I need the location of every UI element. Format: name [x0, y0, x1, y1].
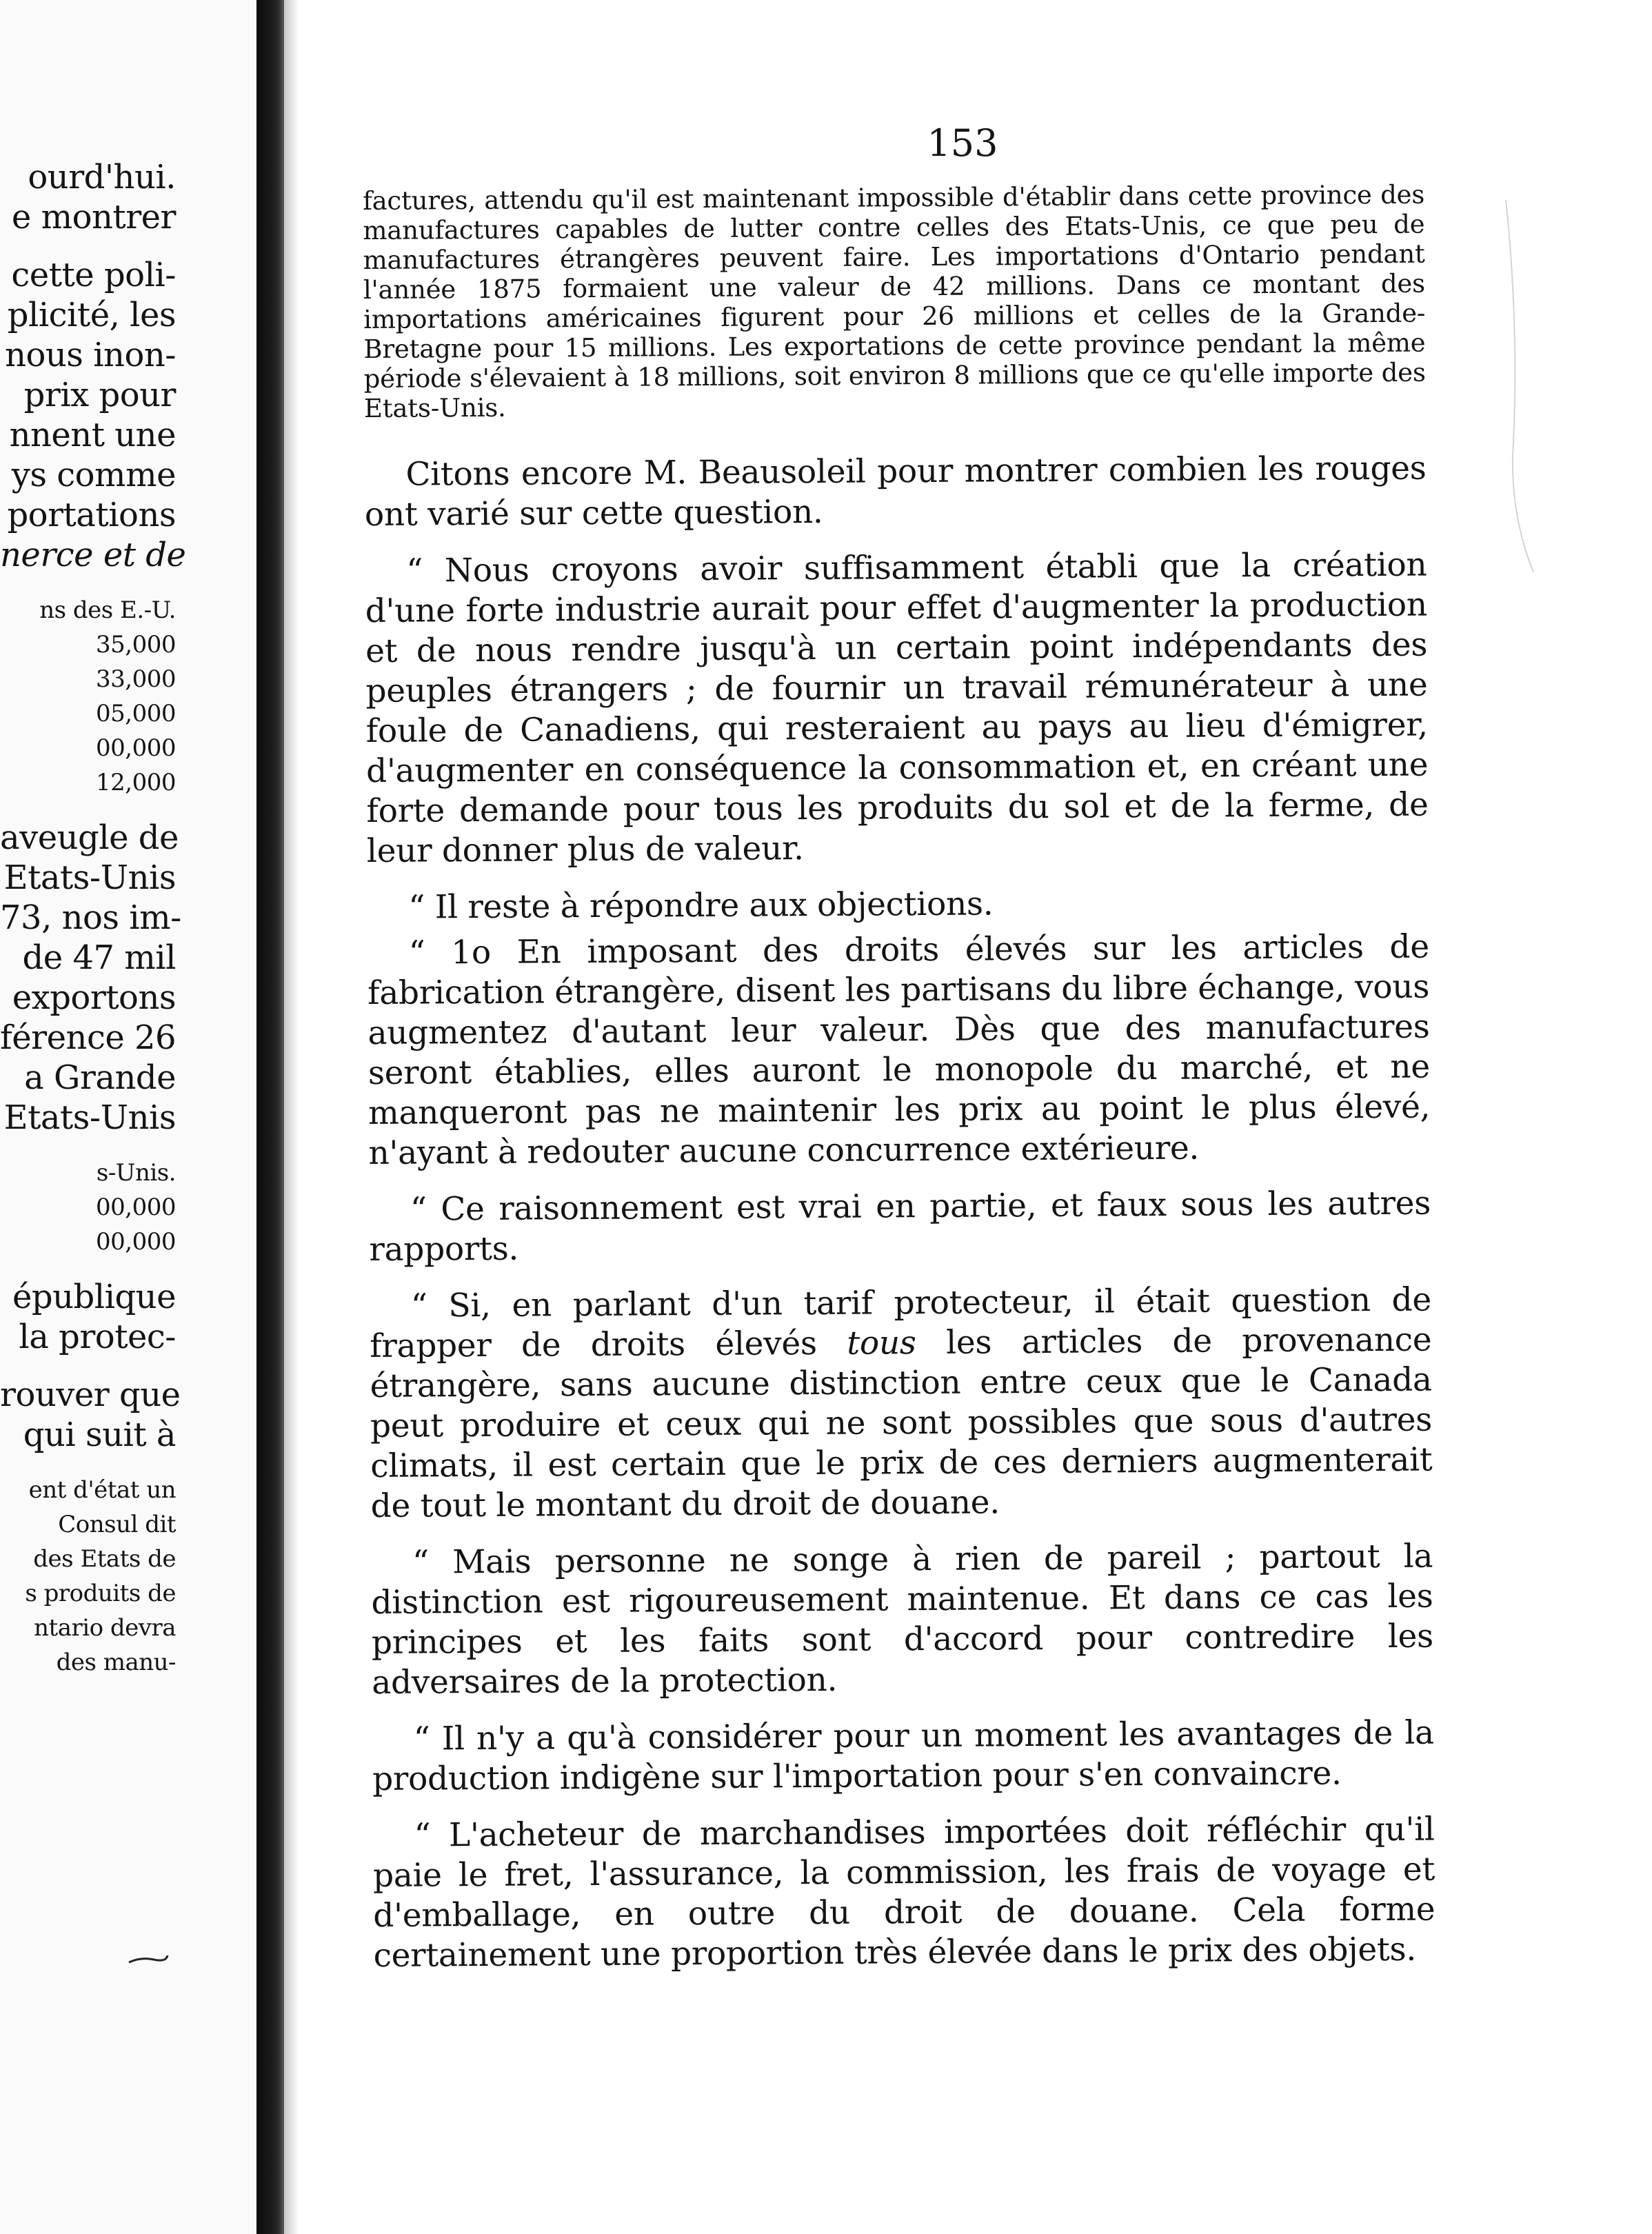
paragraph: Citons encore M. Beausoleil pour montrer combien les rouges ont varié sur cette question.	[364, 449, 1427, 534]
left-line: qui suit à	[23, 1416, 176, 1454]
left-line: des manu-	[56, 1649, 176, 1676]
left-line: 00,000	[96, 1228, 176, 1256]
paragraph: “ Ce raisonnement est vrai en partie, et faux sous les autres rapports.	[369, 1184, 1431, 1269]
left-line: ntario devra	[34, 1614, 176, 1642]
left-line: 33,000	[96, 665, 176, 693]
left-page-text-column	[0, 157, 186, 1680]
left-line: ent d'état un	[28, 1476, 176, 1504]
left-line: exportons	[12, 978, 176, 1017]
left-line: 00,000	[96, 734, 176, 762]
left-line: prix pour	[23, 376, 176, 414]
left-line: cette poli-	[11, 256, 176, 294]
page-body	[363, 180, 1436, 1993]
margin-mark-icon	[1492, 193, 1547, 579]
left-line: de 47 mil	[22, 938, 176, 977]
paragraph-text: “ Si, en parlant d'un tarif protecteur, il était question de frapper de droits élevés	[370, 1280, 1432, 1365]
paragraph: “ L'acheteur de marchandises importées doit réfléchir qu'il paie le fret, l'assurance, la commission, les frais de voyage et d'emballage, en outre du droit de douane. Cela forme certainement une proportion très élevée dans le prix des objets.	[372, 1810, 1436, 1975]
left-line: des Etats de	[33, 1545, 176, 1573]
left-line: ys comme	[11, 456, 176, 494]
paragraph	[370, 1280, 1433, 1527]
ink-flourish-icon	[128, 1953, 169, 1966]
left-line: portations	[7, 496, 176, 534]
left-line: nerce et de	[0, 536, 186, 574]
left-line: 35,000	[96, 631, 176, 658]
left-line: 00,000	[96, 1194, 176, 1221]
left-line: s-Unis.	[96, 1159, 176, 1187]
left-line: Consul dit	[58, 1511, 176, 1538]
gutter-shadow	[284, 0, 299, 2234]
paragraph: “ 1o En imposant des droits élevés sur les articles de fabrication étrangère, disent les partisans du libre échange, vous augmentez d'autant leur valeur. Dès que des manufactures seront établies, elles auront le monopole du marché, et ne manqueront pas ne maintenir les prix au point le plus élevé, n'ayant à redouter aucune concurrence extérieure.	[367, 927, 1431, 1172]
left-line: 05,000	[96, 700, 176, 727]
left-line: a Grande	[24, 1058, 176, 1097]
paragraph-text: les articles de provenance étrangère, sans aucune distinction entre ceux que le Canada peut produire et ceux qui ne sont possibles que sous d'autres climats, il est certain que le prix de ces derniers augmenterait de tout le montant du droit de douane.	[370, 1320, 1433, 1525]
left-line: férence 26	[0, 1018, 177, 1057]
left-line: 73, nos im-	[0, 898, 181, 937]
left-line: e montrer	[11, 198, 176, 237]
left-line: Etats-Unis	[3, 1098, 176, 1137]
paragraph: “ Il reste à répondre aux objections.	[408, 885, 994, 927]
book-gutter	[256, 0, 284, 2234]
right-page	[299, 0, 1652, 2234]
left-line: 12,000	[96, 769, 176, 796]
left-line: rouver que	[0, 1376, 181, 1414]
left-line: nnent une	[9, 416, 176, 454]
left-line: épublique	[12, 1278, 176, 1316]
left-line: ourd'hui.	[28, 158, 176, 197]
paragraph: “ Il n'y a qu'à considérer pour un moment les avantages de la production indigène sur l'importation pour s'en convaincre.	[372, 1713, 1434, 1798]
footnote-continuation: factures, attendu qu'il est maintenant impossible d'établir dans cette province des manufactures capables de lutter contre celles des Etats-Unis, ce que peu de manufactures étrangères peuvent faire. Les importations d'Ontario pendant l'année 1875 formaient une valeur de 42 millions. Dans ce montant des importations américaines figurent pour 26 millions et celles de la Grande-Bretagne pour 15 millions. Les exportations de cette province pendant la même période s'élevaient à 18 millions, soit environ 8 millions que ce qu'elle importe des Etats-Unis.	[363, 179, 1426, 423]
left-page-fragment	[0, 0, 256, 2234]
left-line: plicité, les	[7, 296, 176, 334]
paragraph: “ Mais personne ne songe à rien de pareil ; partout la distinction est rigoureusement maintenue. Et dans ce cas les principes et les faits sont d'accord pour contredire les adversaires de la protection.	[371, 1537, 1434, 1702]
page-number: 153	[927, 121, 998, 165]
left-line: la protec-	[19, 1318, 176, 1356]
emphasized-word: tous	[847, 1324, 916, 1362]
left-line: aveugle de	[0, 818, 179, 857]
left-line: nous inon-	[5, 336, 176, 374]
paragraph: “ Nous croyons avoir suffisamment établi que la création d'une forte industrie aurait pour effet d'augmenter la production et de nous rendre jusqu'à un certain point indépendants des peuples étrangers ; de fournir un travail rémunérateur à une foule de Canadiens, qui resteraient au pays au lieu d'émigrer, d'augmenter en conséquence la consommation et, en créant une forte demande pour tous les produits du sol et de la ferme, de leur donner plus de valeur.	[365, 545, 1429, 870]
left-line: ns des E.-U.	[39, 596, 176, 624]
left-line: Etats-Unis	[3, 858, 176, 897]
left-line: s produits de	[25, 1580, 176, 1607]
